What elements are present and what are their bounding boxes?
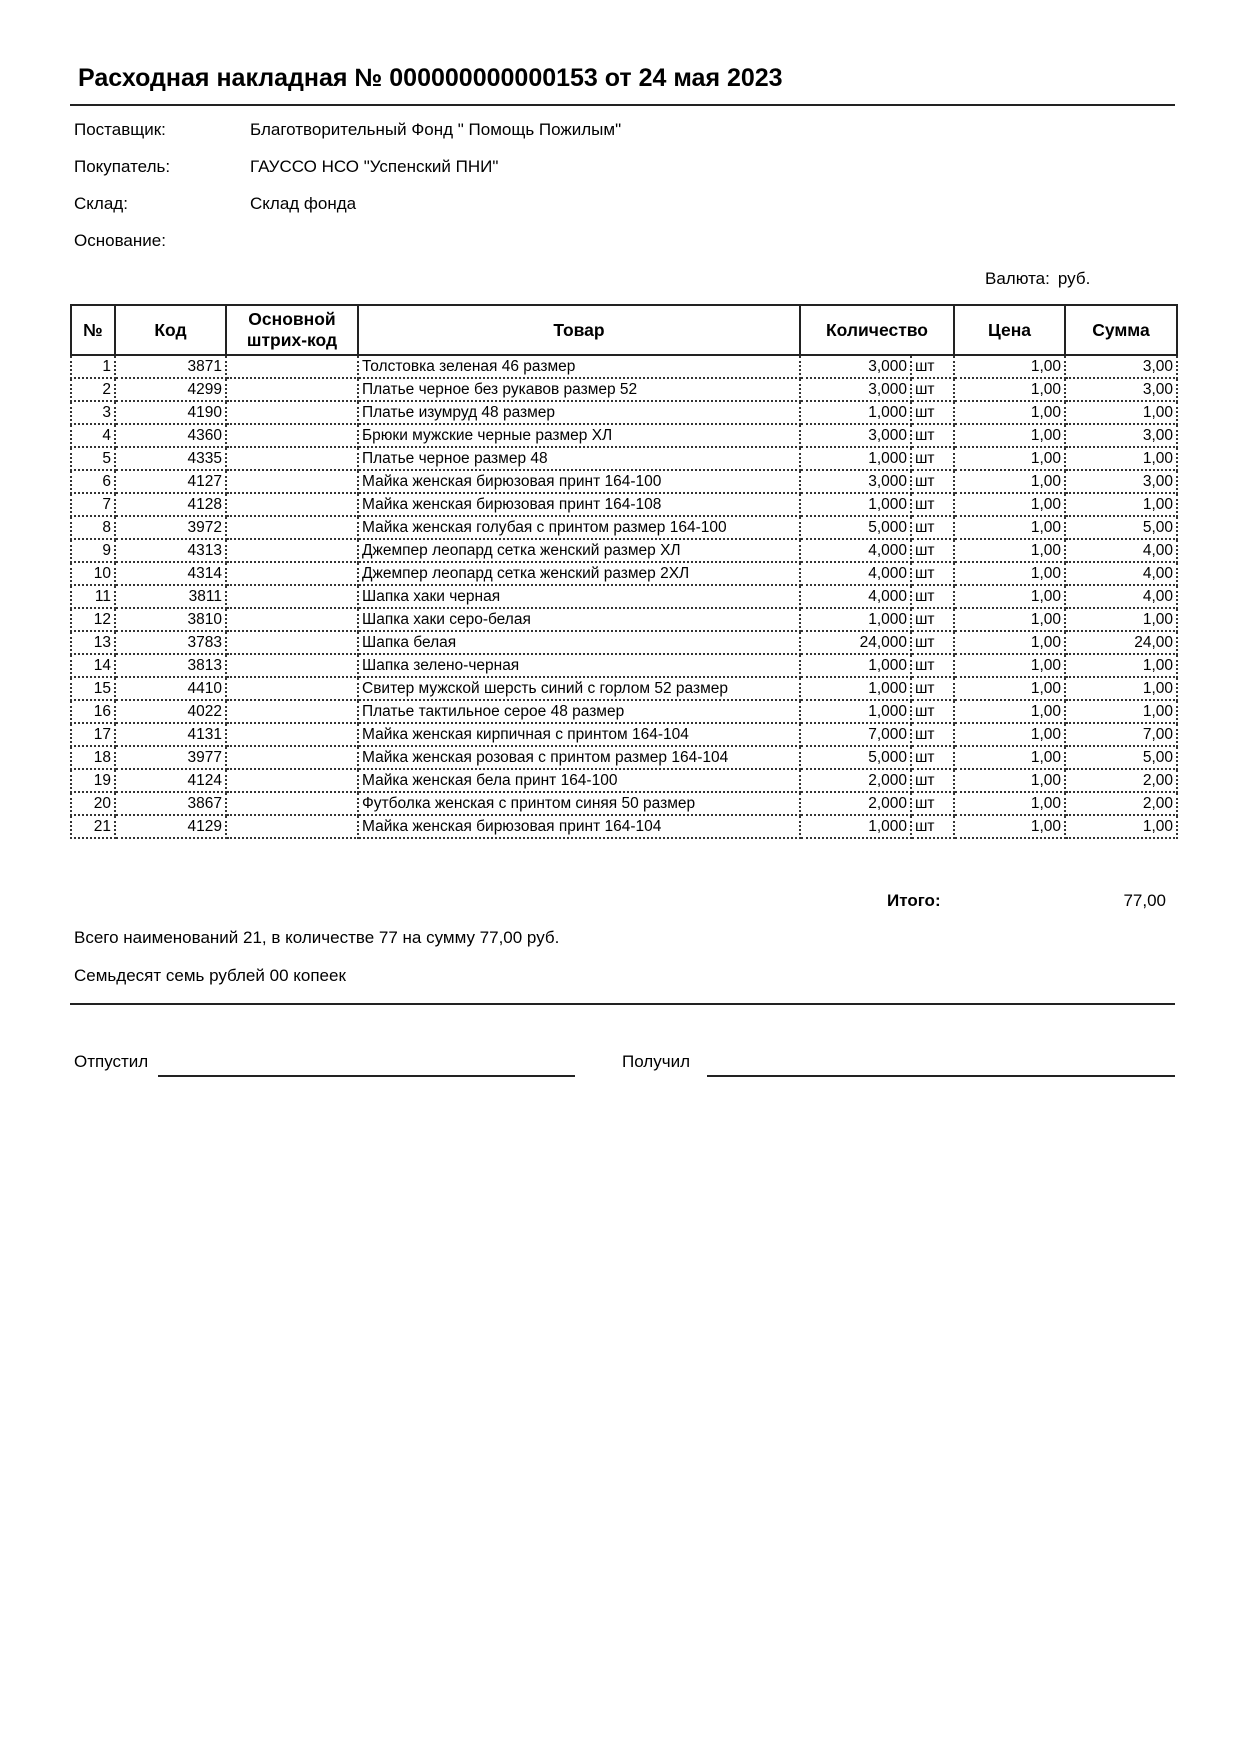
row-quantity: 4,000 bbox=[800, 539, 911, 562]
row-product: Платье изумруд 48 размер bbox=[358, 401, 800, 424]
row-product: Брюки мужские черные размер ХЛ bbox=[358, 424, 800, 447]
row-unit: шт bbox=[911, 608, 954, 631]
row-num: 17 bbox=[71, 723, 115, 746]
row-price: 1,00 bbox=[954, 700, 1065, 723]
received-label: Получил bbox=[622, 1052, 690, 1071]
table-row bbox=[71, 378, 1177, 401]
row-code: 4190 bbox=[115, 401, 226, 424]
row-sum: 3,00 bbox=[1065, 424, 1177, 447]
row-product: Платье черное размер 48 bbox=[358, 447, 800, 470]
row-num: 20 bbox=[71, 792, 115, 815]
row-quantity: 5,000 bbox=[800, 746, 911, 769]
row-barcode bbox=[226, 769, 358, 792]
released-signature-line bbox=[158, 1075, 575, 1077]
row-unit: шт bbox=[911, 516, 954, 539]
summary-divider bbox=[70, 1003, 1175, 1005]
table-row bbox=[71, 792, 1177, 815]
row-quantity: 3,000 bbox=[800, 424, 911, 447]
row-barcode bbox=[226, 562, 358, 585]
title-divider bbox=[70, 104, 1175, 106]
row-unit: шт bbox=[911, 470, 954, 493]
table-body bbox=[71, 355, 1177, 838]
header-code: Код bbox=[115, 305, 226, 355]
info-basis bbox=[74, 231, 250, 251]
row-code: 4128 bbox=[115, 493, 226, 516]
row-code: 3867 bbox=[115, 792, 226, 815]
row-barcode bbox=[226, 470, 358, 493]
row-code: 3977 bbox=[115, 746, 226, 769]
row-unit: шт bbox=[911, 562, 954, 585]
row-product: Майка женская бирюзовая принт 164-108 bbox=[358, 493, 800, 516]
row-sum: 1,00 bbox=[1065, 654, 1177, 677]
row-sum: 5,00 bbox=[1065, 516, 1177, 539]
row-sum: 4,00 bbox=[1065, 585, 1177, 608]
row-price: 1,00 bbox=[954, 723, 1065, 746]
row-sum: 4,00 bbox=[1065, 562, 1177, 585]
table-row bbox=[71, 654, 1177, 677]
row-product: Платье черное без рукавов размер 52 bbox=[358, 378, 800, 401]
row-num: 21 bbox=[71, 815, 115, 838]
row-price: 1,00 bbox=[954, 608, 1065, 631]
row-sum: 1,00 bbox=[1065, 447, 1177, 470]
row-barcode bbox=[226, 401, 358, 424]
total-label: Итого: bbox=[887, 891, 941, 910]
row-code: 4124 bbox=[115, 769, 226, 792]
header-num: № bbox=[71, 305, 115, 355]
row-num: 8 bbox=[71, 516, 115, 539]
table-row bbox=[71, 424, 1177, 447]
row-unit: шт bbox=[911, 585, 954, 608]
row-quantity: 4,000 bbox=[800, 585, 911, 608]
row-barcode bbox=[226, 447, 358, 470]
row-unit: шт bbox=[911, 746, 954, 769]
row-sum: 3,00 bbox=[1065, 378, 1177, 401]
row-price: 1,00 bbox=[954, 424, 1065, 447]
row-price: 1,00 bbox=[954, 516, 1065, 539]
table-row bbox=[71, 700, 1177, 723]
row-product: Майка женская бела принт 164-100 bbox=[358, 769, 800, 792]
row-sum: 1,00 bbox=[1065, 677, 1177, 700]
row-unit: шт bbox=[911, 539, 954, 562]
row-quantity: 3,000 bbox=[800, 378, 911, 401]
header-barcode-line1: Основной bbox=[248, 309, 336, 329]
row-price: 1,00 bbox=[954, 447, 1065, 470]
currency bbox=[985, 269, 1090, 289]
row-product: Майка женская розовая с принтом размер 164-104 bbox=[358, 746, 800, 769]
row-sum: 1,00 bbox=[1065, 815, 1177, 838]
row-barcode bbox=[226, 815, 358, 838]
row-code: 4299 bbox=[115, 378, 226, 401]
row-code: 4131 bbox=[115, 723, 226, 746]
row-product: Шапка белая bbox=[358, 631, 800, 654]
row-product: Майка женская кирпичная с принтом 164-104 bbox=[358, 723, 800, 746]
warehouse-value: Склад фонда bbox=[250, 194, 357, 213]
row-price: 1,00 bbox=[954, 401, 1065, 424]
row-num: 5 bbox=[71, 447, 115, 470]
row-barcode bbox=[226, 608, 358, 631]
table-header-row bbox=[71, 305, 1177, 355]
header-barcode-line2: штрих-код bbox=[246, 330, 338, 350]
row-code: 3871 bbox=[115, 355, 226, 378]
row-code: 4335 bbox=[115, 447, 226, 470]
row-unit: шт bbox=[911, 493, 954, 516]
row-sum: 2,00 bbox=[1065, 769, 1177, 792]
row-unit: шт bbox=[911, 677, 954, 700]
row-num: 13 bbox=[71, 631, 115, 654]
table-row bbox=[71, 447, 1177, 470]
row-unit: шт bbox=[911, 631, 954, 654]
row-code: 4313 bbox=[115, 539, 226, 562]
table-row bbox=[71, 539, 1177, 562]
row-price: 1,00 bbox=[954, 746, 1065, 769]
row-unit: шт bbox=[911, 815, 954, 838]
row-unit: шт bbox=[911, 769, 954, 792]
row-product: Свитер мужской шерсть синий с горлом 52 размер bbox=[358, 677, 800, 700]
info-warehouse bbox=[74, 194, 356, 214]
document-title: Расходная накладная № 000000000000153 от 24 мая 2023 bbox=[78, 64, 783, 92]
row-num: 1 bbox=[71, 355, 115, 378]
header-product: Товар bbox=[358, 305, 800, 355]
row-unit: шт bbox=[911, 723, 954, 746]
row-num: 16 bbox=[71, 700, 115, 723]
row-price: 1,00 bbox=[954, 585, 1065, 608]
row-quantity: 1,000 bbox=[800, 447, 911, 470]
row-barcode bbox=[226, 700, 358, 723]
row-unit: шт bbox=[911, 654, 954, 677]
warehouse-label: Склад: bbox=[74, 194, 128, 213]
table-row bbox=[71, 493, 1177, 516]
row-code: 4022 bbox=[115, 700, 226, 723]
row-num: 14 bbox=[71, 654, 115, 677]
row-unit: шт bbox=[911, 700, 954, 723]
row-barcode bbox=[226, 539, 358, 562]
row-product: Шапка зелено-черная bbox=[358, 654, 800, 677]
row-quantity: 24,000 bbox=[800, 631, 911, 654]
row-price: 1,00 bbox=[954, 631, 1065, 654]
row-sum: 1,00 bbox=[1065, 608, 1177, 631]
row-price: 1,00 bbox=[954, 470, 1065, 493]
row-code: 4360 bbox=[115, 424, 226, 447]
total-value: 77,00 bbox=[1123, 891, 1166, 910]
row-product: Майка женская бирюзовая принт 164-104 bbox=[358, 815, 800, 838]
row-barcode bbox=[226, 493, 358, 516]
row-quantity: 5,000 bbox=[800, 516, 911, 539]
row-num: 9 bbox=[71, 539, 115, 562]
row-barcode bbox=[226, 631, 358, 654]
row-num: 19 bbox=[71, 769, 115, 792]
row-num: 11 bbox=[71, 585, 115, 608]
row-code: 4129 bbox=[115, 815, 226, 838]
row-quantity: 3,000 bbox=[800, 355, 911, 378]
table-row bbox=[71, 746, 1177, 769]
row-product: Шапка хаки черная bbox=[358, 585, 800, 608]
row-quantity: 3,000 bbox=[800, 470, 911, 493]
header-quantity: Количество bbox=[800, 305, 954, 355]
row-quantity: 2,000 bbox=[800, 769, 911, 792]
supplier-value: Благотворительный Фонд " Помощь Пожилым" bbox=[250, 120, 622, 139]
row-num: 3 bbox=[71, 401, 115, 424]
row-barcode bbox=[226, 378, 358, 401]
row-barcode bbox=[226, 585, 358, 608]
row-num: 2 bbox=[71, 378, 115, 401]
row-unit: шт bbox=[911, 447, 954, 470]
table-row bbox=[71, 677, 1177, 700]
row-num: 6 bbox=[71, 470, 115, 493]
row-barcode bbox=[226, 424, 358, 447]
row-price: 1,00 bbox=[954, 769, 1065, 792]
row-num: 18 bbox=[71, 746, 115, 769]
row-num: 7 bbox=[71, 493, 115, 516]
table-row bbox=[71, 516, 1177, 539]
row-code: 3813 bbox=[115, 654, 226, 677]
info-buyer bbox=[74, 157, 498, 177]
info-supplier bbox=[74, 120, 621, 140]
row-quantity: 1,000 bbox=[800, 401, 911, 424]
row-sum: 5,00 bbox=[1065, 746, 1177, 769]
row-unit: шт bbox=[911, 792, 954, 815]
row-code: 3810 bbox=[115, 608, 226, 631]
row-sum: 2,00 bbox=[1065, 792, 1177, 815]
row-sum: 7,00 bbox=[1065, 723, 1177, 746]
table-row bbox=[71, 723, 1177, 746]
buyer-label: Покупатель: bbox=[74, 157, 171, 176]
table-row bbox=[71, 815, 1177, 838]
row-quantity: 4,000 bbox=[800, 562, 911, 585]
currency-label: Валюта: bbox=[985, 269, 1050, 288]
row-barcode bbox=[226, 516, 358, 539]
items-table bbox=[70, 304, 1178, 839]
table-row bbox=[71, 470, 1177, 493]
row-sum: 1,00 bbox=[1065, 401, 1177, 424]
row-num: 15 bbox=[71, 677, 115, 700]
row-price: 1,00 bbox=[954, 493, 1065, 516]
row-quantity: 7,000 bbox=[800, 723, 911, 746]
row-num: 4 bbox=[71, 424, 115, 447]
basis-label: Основание: bbox=[74, 231, 166, 250]
row-product: Майка женская голубая с принтом размер 164-100 bbox=[358, 516, 800, 539]
row-product: Джемпер леопард сетка женский размер ХЛ bbox=[358, 539, 800, 562]
row-unit: шт bbox=[911, 401, 954, 424]
amount-in-words: Семьдесят семь рублей 00 копеек bbox=[74, 966, 346, 985]
row-sum: 3,00 bbox=[1065, 355, 1177, 378]
row-quantity: 1,000 bbox=[800, 654, 911, 677]
row-quantity: 2,000 bbox=[800, 792, 911, 815]
row-product: Футболка женская с принтом синяя 50 размер bbox=[358, 792, 800, 815]
row-price: 1,00 bbox=[954, 539, 1065, 562]
row-price: 1,00 bbox=[954, 378, 1065, 401]
row-sum: 3,00 bbox=[1065, 470, 1177, 493]
table-row bbox=[71, 562, 1177, 585]
row-code: 4314 bbox=[115, 562, 226, 585]
row-sum: 1,00 bbox=[1065, 700, 1177, 723]
table-row bbox=[71, 401, 1177, 424]
row-quantity: 1,000 bbox=[800, 608, 911, 631]
row-sum: 24,00 bbox=[1065, 631, 1177, 654]
row-price: 1,00 bbox=[954, 677, 1065, 700]
row-barcode bbox=[226, 723, 358, 746]
header-price: Цена bbox=[954, 305, 1065, 355]
row-price: 1,00 bbox=[954, 355, 1065, 378]
received-signature-line bbox=[707, 1075, 1175, 1077]
row-barcode bbox=[226, 355, 358, 378]
row-barcode bbox=[226, 792, 358, 815]
table-row bbox=[71, 769, 1177, 792]
row-sum: 4,00 bbox=[1065, 539, 1177, 562]
row-price: 1,00 bbox=[954, 792, 1065, 815]
currency-value: руб. bbox=[1057, 269, 1091, 288]
row-num: 10 bbox=[71, 562, 115, 585]
row-price: 1,00 bbox=[954, 654, 1065, 677]
table-row bbox=[71, 631, 1177, 654]
buyer-value: ГАУССО НСО "Успенский ПНИ" bbox=[250, 157, 499, 176]
released-label: Отпустил bbox=[74, 1052, 149, 1071]
table-row bbox=[71, 355, 1177, 378]
row-product: Майка женская бирюзовая принт 164-100 bbox=[358, 470, 800, 493]
row-code: 4127 bbox=[115, 470, 226, 493]
row-price: 1,00 bbox=[954, 562, 1065, 585]
row-unit: шт bbox=[911, 378, 954, 401]
row-barcode bbox=[226, 654, 358, 677]
row-unit: шт bbox=[911, 424, 954, 447]
header-sum: Сумма bbox=[1065, 305, 1177, 355]
row-product: Платье тактильное серое 48 размер bbox=[358, 700, 800, 723]
row-quantity: 1,000 bbox=[800, 700, 911, 723]
row-code: 3783 bbox=[115, 631, 226, 654]
row-barcode bbox=[226, 746, 358, 769]
table-row bbox=[71, 608, 1177, 631]
row-product: Толстовка зеленая 46 размер bbox=[358, 355, 800, 378]
summary-line: Всего наименований 21, в количестве 77 на сумму 77,00 руб. bbox=[74, 928, 560, 947]
row-sum: 1,00 bbox=[1065, 493, 1177, 516]
header-barcode bbox=[226, 305, 358, 355]
supplier-label: Поставщик: bbox=[74, 120, 166, 139]
row-quantity: 1,000 bbox=[800, 815, 911, 838]
row-code: 3811 bbox=[115, 585, 226, 608]
row-barcode bbox=[226, 677, 358, 700]
row-code: 4410 bbox=[115, 677, 226, 700]
row-price: 1,00 bbox=[954, 815, 1065, 838]
row-product: Джемпер леопард сетка женский размер 2ХЛ bbox=[358, 562, 800, 585]
row-quantity: 1,000 bbox=[800, 493, 911, 516]
row-num: 12 bbox=[71, 608, 115, 631]
row-quantity: 1,000 bbox=[800, 677, 911, 700]
row-unit: шт bbox=[911, 355, 954, 378]
row-product: Шапка хаки серо-белая bbox=[358, 608, 800, 631]
row-code: 3972 bbox=[115, 516, 226, 539]
table-row bbox=[71, 585, 1177, 608]
